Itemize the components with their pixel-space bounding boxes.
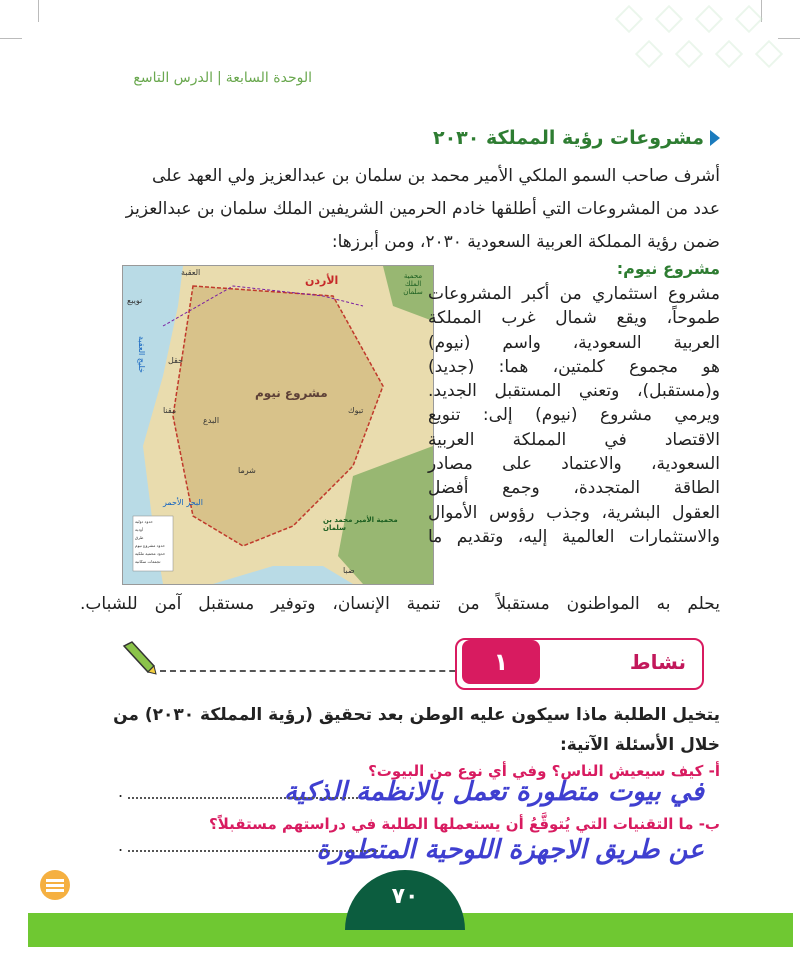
neom-line: العربية السعودية، واسم (نيوم) <box>428 332 720 353</box>
map-label-gulf-aqaba: خليج العقبة <box>137 336 146 373</box>
intro-line-3: ضمن رؤية المملكة العربية السعودية ٢٠٣٠، ومن أبرزها: <box>331 232 720 252</box>
neom-line: طموحاً، ويقع شمال غرب المملكة <box>428 308 720 329</box>
neom-line: ويرمي مشروع (نيوم) إلى: تنويع <box>428 405 720 426</box>
map-label-tabuk: تبوك <box>348 406 364 415</box>
pencil-icon <box>120 640 160 676</box>
map-label-nuweiba: نويبع <box>127 296 143 305</box>
end-dot: . <box>118 836 124 855</box>
neom-line: الاقتصاد في المملكة العربية <box>428 429 720 450</box>
map-label-sharma: شرما <box>238 466 256 475</box>
neom-line: مشروع استثماري من أكبر المشروعات <box>428 284 720 304</box>
legend-item: طرق <box>135 535 144 540</box>
map-label-aqaba: العقبة <box>181 268 201 277</box>
map-label-jordan: الأردن <box>305 274 339 287</box>
lesson-label: الدرس التاسع <box>133 70 214 86</box>
legend-item: حدود مشروع نيوم <box>135 543 165 548</box>
map-label-magna: مقنا <box>163 406 177 415</box>
crop-mark <box>0 38 22 39</box>
neom-line: الطاقة المتجددة، وجمع أفضل <box>428 478 720 499</box>
crop-mark <box>38 0 39 22</box>
map-label-reserve-north: محمية الملك سلمان <box>403 272 423 296</box>
neom-map <box>122 265 434 585</box>
section-title <box>433 127 720 149</box>
activity-number: ١ <box>462 640 540 684</box>
publisher-logo-icon <box>38 868 72 902</box>
legend-item: حدود محمية ملكية <box>135 551 166 556</box>
unit-label: الوحدة السابعة <box>225 70 312 86</box>
legend-item: حدود دولية <box>135 519 153 524</box>
intro-line-1: أشرف صاحب السمو الملكي الأمير محمد بن سلمان بن عبدالعزيز ولي العهد على <box>152 166 720 186</box>
map-label-haql: حقل <box>168 356 184 365</box>
activity-intro: يتخيل الطلبة ماذا سيكون عليه الوطن بعد تحقيق (رؤية المملكة ٢٠٣٠) من خلال الأسئلة الآتية: <box>113 705 720 755</box>
map-legend <box>135 518 173 566</box>
page-number: ٧٠ <box>345 870 465 930</box>
map-label-red-sea: البحر الأحمر <box>163 498 203 507</box>
section-title-text: مشروعات رؤية المملكة ٢٠٣٠ <box>432 127 704 149</box>
neom-line: السعودية، والاعتماد على مصادر <box>428 454 720 475</box>
question-b: ب- ما التقنيات التي يُتوقَّعُ أن يستعملها الطلبة في دراستهم مستقبلاً؟ <box>209 815 720 833</box>
intro-line-2: عدد من المشروعات التي أطلقها خادم الحرمين الشريفين الملك سلمان بن عبدالعزيز <box>125 199 720 219</box>
neom-line: و(مستقبل)، وتعني المستقبل الجديد. <box>428 381 720 402</box>
neom-title: مشروع نيوم: <box>616 259 720 278</box>
chevron-right-icon <box>710 130 720 146</box>
answer-a: في بيوت متطورة تعمل بالانظمة الذكية <box>283 777 704 807</box>
neom-line: والاستثمارات العالمية إليه، وتقديم ما <box>428 526 720 547</box>
legend-item: أودية <box>135 527 144 532</box>
neom-line: هو مجموع كلمتين، هما: (جديد) <box>428 356 720 377</box>
answer-b: عن طريق الاجهزة اللوحية المتطورة <box>316 835 704 865</box>
neom-line: العقول البشرية، وجذب رؤوس الأموال <box>428 502 720 523</box>
header-pattern <box>600 0 800 90</box>
neom-description <box>428 282 720 549</box>
answer-line-b <box>128 850 378 852</box>
map-label-duba: ضبا <box>343 566 355 575</box>
breadcrumb-separator: | <box>217 70 222 86</box>
map-label-neom: مشروع نيوم <box>255 386 328 400</box>
breadcrumb <box>133 70 312 86</box>
legend-item: تجمعات سكانية <box>135 559 161 564</box>
end-dot: . <box>118 782 124 801</box>
answer-line-a <box>128 797 358 799</box>
activity-label: نشاط <box>629 650 686 674</box>
map-label-bada: البدع <box>203 416 220 425</box>
map-label-reserve-south: محمية الأمير محمد بن سلمان <box>323 516 398 532</box>
question-a: أ- كيف سيعيش الناس؟ وفي أي نوع من البيوت؟ <box>368 762 720 780</box>
neom-last-line: يحلم به المواطنون مستقبلاً من تنمية الإنسان، وتوفير مستقبل آمن للشباب. <box>80 594 720 614</box>
